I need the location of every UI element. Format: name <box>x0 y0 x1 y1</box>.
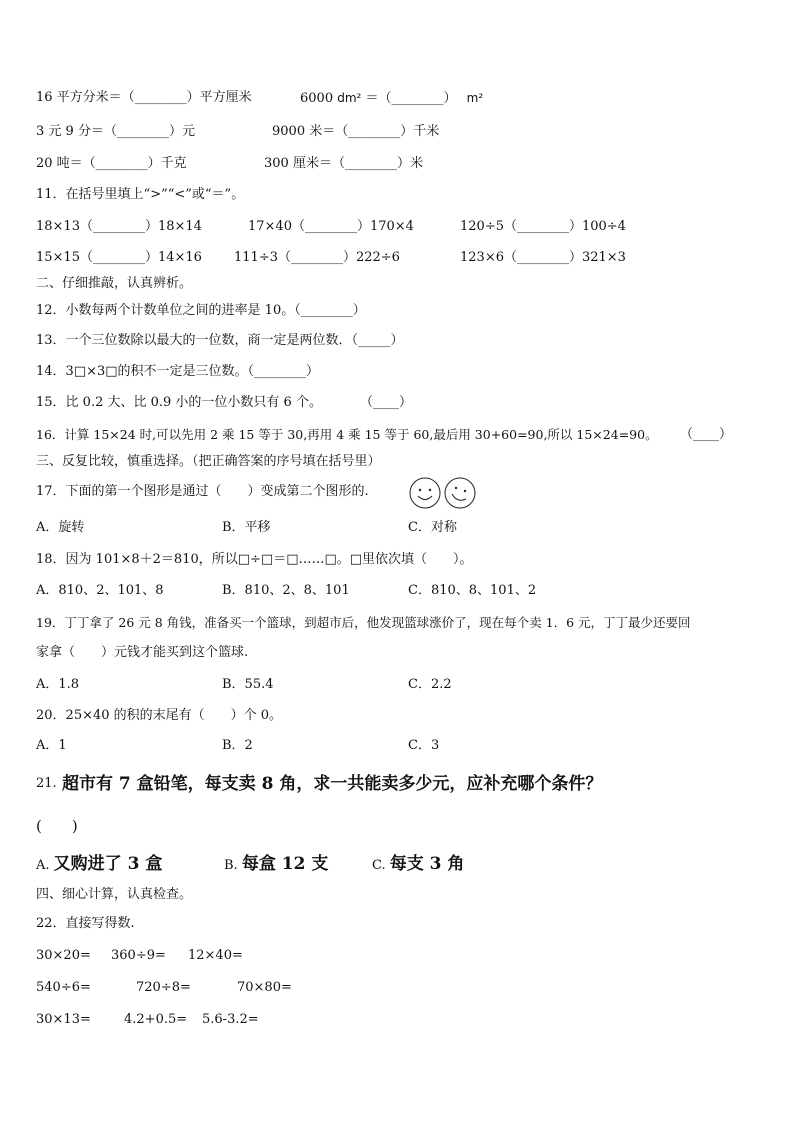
option-text: 每盒 12 支 <box>241 854 329 874</box>
q11-item: 111÷3（________）222÷6 <box>234 250 400 265</box>
q22: 22．直接写得数. <box>36 916 135 931</box>
q21: 超市有 7 盒铅笔，每支卖 8 角，求一共能卖多少元，应补充哪个条件？ <box>62 774 603 794</box>
q17-option: A．旋转 <box>36 520 85 535</box>
q18-option: A．810、2、101、8 <box>36 583 164 598</box>
option-text: 每支 3 角 <box>389 854 465 874</box>
smiley-face-transformed-icon <box>443 476 477 510</box>
option-letter: B. <box>224 858 238 873</box>
calc-item: 70×80= <box>237 980 292 995</box>
q20: 20．25×40 的积的末尾有（ ）个 0。 <box>36 708 283 723</box>
conversion-value: 6000 <box>300 91 334 106</box>
q14: 14．3□×3□的积不一定是三位数。（________） <box>36 364 320 379</box>
q16: 16．计算 15×24 时,可以先用 2 乘 15 等于 30,再用 4 乘 15 等于 60,最后用 30+60=90,所以 15×24=90。 <box>36 427 658 442</box>
q19-line1: 19．丁丁拿了 26 元 8 角钱，准备买一个篮球，到超市后，他发现篮球涨价了，现在每个卖 1．6 元，丁丁最少还要回 <box>36 615 691 630</box>
q21-option-a <box>36 856 162 874</box>
q12: 12．小数每两个计数单位之间的进率是 10。（________） <box>36 303 366 318</box>
section-4-title: 四、细心计算，认真检查。 <box>36 887 193 902</box>
q11-item: 120÷5（________）100÷4 <box>460 219 626 234</box>
q20-option: B．2 <box>222 738 253 753</box>
q11-item: 123×6（________）321×3 <box>460 250 626 265</box>
q17-option: B．平移 <box>222 520 271 535</box>
option-letter: C. <box>372 858 386 873</box>
q17-option: C．对称 <box>408 520 457 535</box>
conversion-dm2-m2 <box>300 90 483 107</box>
q16-blank: （____） <box>680 427 733 442</box>
conversion-km: 9000 米＝（________）千米 <box>272 124 440 139</box>
option-text: 又购进了 3 盒 <box>53 854 163 874</box>
unit-dm2: dm² <box>337 91 362 105</box>
conversion-kg: 20 吨＝（________）千克 <box>36 156 187 171</box>
calc-item: 360÷9= <box>111 948 166 963</box>
q19-option: A．1.8 <box>36 677 80 692</box>
q21-option-b <box>224 856 328 874</box>
unit-m2: m² <box>466 91 484 105</box>
q17: 17．下面的第一个图形是通过（ ）变成第二个图形的. <box>36 484 369 499</box>
section-2-title: 二、仔细推敲，认真辨析。 <box>36 276 193 291</box>
q11-item: 17×40（________）170×4 <box>248 219 414 234</box>
q19-option: B．55.4 <box>222 677 274 692</box>
q21-option-c <box>372 856 464 874</box>
q20-option: A．1 <box>36 738 67 753</box>
q13: 13．一个三位数除以最大的一位数，商一定是两位数．（_____） <box>36 333 404 348</box>
q21-paren: ( ) <box>36 817 78 835</box>
q20-option: C．3 <box>408 738 440 753</box>
calc-item: 12×40= <box>188 948 243 963</box>
calc-item: 30×13= <box>36 1012 91 1027</box>
calc-item: 720÷8= <box>136 980 191 995</box>
q19-option: C．2.2 <box>408 677 452 692</box>
calc-item: 540÷6= <box>36 980 91 995</box>
section-3-title: 三、反复比较，慎重选择。（把正确答案的序号填在括号里） <box>36 454 381 469</box>
q18: 18．因为 101×8＋2＝810，所以□÷□＝□……□。□里依次填（ ）。 <box>36 552 473 567</box>
conversion-m: 300 厘米＝（________）米 <box>264 156 423 171</box>
q11-item: 18×13（________）18×14 <box>36 219 202 234</box>
conversion-yuan: 3 元 9 分＝（________）元 <box>36 124 195 139</box>
calc-item: 4.2+0.5= <box>124 1012 188 1027</box>
q18-option: C．810、8、101、2 <box>408 583 537 598</box>
option-letter: A. <box>36 858 50 873</box>
conversion-blank: ＝（________） <box>365 91 457 106</box>
q15: 15．比 0.2 大、比 0.9 小的一位小数只有 6 个。 <box>36 395 322 410</box>
q19-line2: 家拿（ ）元钱才能买到这个篮球. <box>36 645 249 660</box>
calc-item: 30×20= <box>36 948 91 963</box>
smiley-face-icon <box>408 476 442 510</box>
calc-item: 5.6-3.2= <box>202 1012 259 1027</box>
q18-option: B．810、2、8、101 <box>222 583 350 598</box>
q11-title: 11．在括号里填上“>”“<”或“＝”。 <box>36 187 245 202</box>
q11-item: 15×15（________）14×16 <box>36 250 202 265</box>
conversion-sq-dm: 16 平方分米＝（________）平方厘米 <box>36 90 252 105</box>
q21-number: 21. <box>36 776 57 791</box>
q15-blank: （____） <box>360 395 413 410</box>
